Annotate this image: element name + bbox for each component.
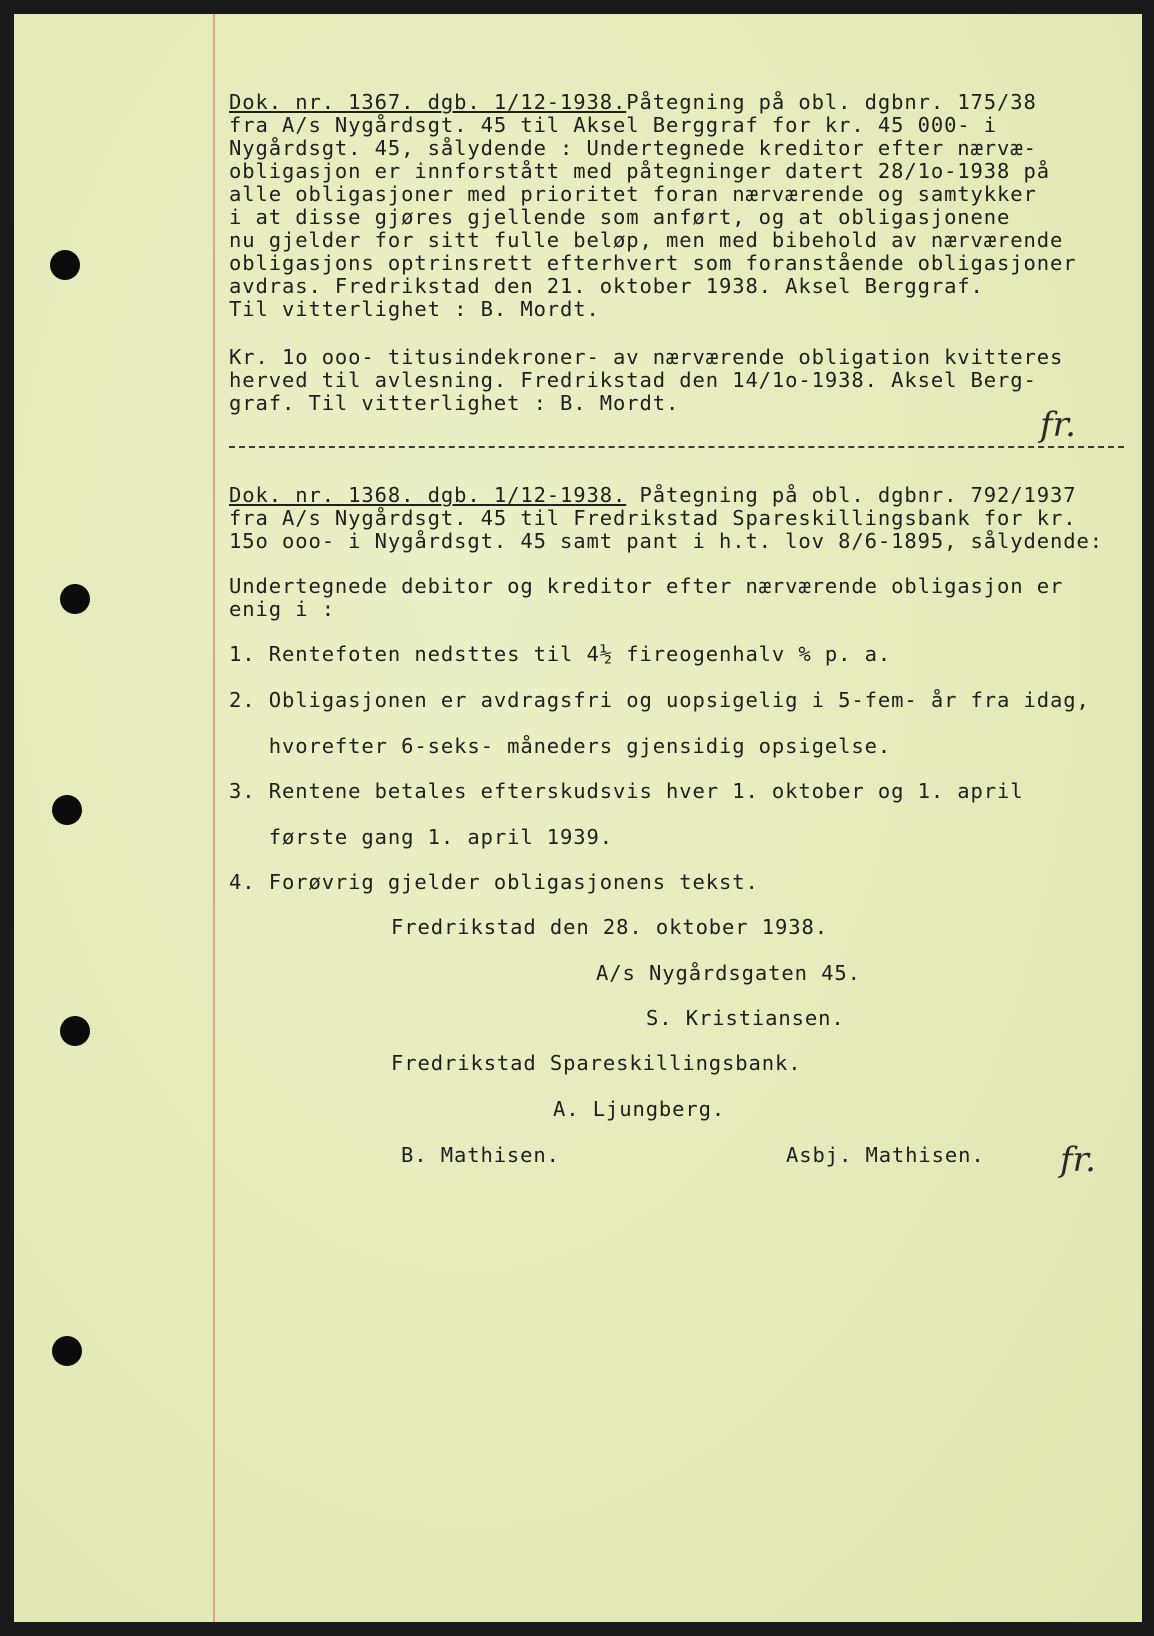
punch-hole <box>52 795 82 825</box>
entry2-initials: fr. <box>1060 1140 1096 1180</box>
entry2-intro-line: enig i : <box>229 597 335 621</box>
entry2-item: 1. Rentefoten nedsttes til 4½ fireogenhalv % p. a. <box>229 642 892 666</box>
entry1-line: Nygårdsgt. 45, sålydende : Undertegnede kreditor efter nærvæ- <box>229 136 1037 160</box>
entry1-initials: fr. <box>1040 405 1076 445</box>
entry2-witness1: B. Mathisen. <box>401 1143 560 1167</box>
punch-hole <box>60 1016 90 1046</box>
punch-hole <box>60 584 90 614</box>
entry2-item: hvorefter 6-seks- måneders gjensidig opsigelse. <box>229 734 892 758</box>
entry2-item: 4. Forøvrig gjelder obligasjonens tekst. <box>229 870 759 894</box>
entry2-signatory2: Fredrikstad Spareskillingsbank. <box>391 1051 802 1075</box>
punch-hole <box>52 1336 82 1366</box>
entry1-para2-line: herved til avlesning. Fredrikstad den 14/1o-1938. Aksel Berg- <box>229 368 1037 392</box>
entry1-line: fra A/s Nygårdsgt. 45 til Aksel Berggraf for kr. 45 000- i <box>229 113 998 137</box>
entry2-signatory2-name: A. Ljungberg. <box>553 1097 726 1121</box>
entry1-line: Til vitterlighet : B. Mordt. <box>229 297 600 321</box>
entry1-line: i at disse gjøres gjellende som anført, og at obligasjonene <box>229 205 1011 229</box>
entry2-item: 3. Rentene betales efterskudsvis hver 1. oktober og 1. april <box>229 779 1024 803</box>
entry2-signatory1-name: S. Kristiansen. <box>646 1006 845 1030</box>
punch-hole <box>50 250 80 280</box>
entry2-line: 15o ooo- i Nygårdsgt. 45 samt pant i h.t. lov 8/6-1895, sålydende: <box>229 529 1103 553</box>
separator-line <box>229 446 1124 448</box>
entry1-line: nu gjelder for sitt fulle beløp, men med bibehold av nærværende <box>229 228 1064 252</box>
entry2-intro-line: Undertegnede debitor og kreditor efter nærværende obligasjon er <box>229 574 1064 598</box>
entry2-item: 2. Obligasjonen er avdragsfri og uopsigelig i 5-fem- år fra idag, <box>229 688 1090 712</box>
entry2-signatory1: A/s Nygårdsgaten 45. <box>596 961 861 985</box>
entry1-line: alle obligasjoner med prioritet foran nærværende og samtykker <box>229 182 1037 206</box>
entry2-witness2: Asbj. Mathisen. <box>786 1143 985 1167</box>
entry1-line: obligasjon er innforstått med påtegninger datert 28/1o-1938 på <box>229 159 1051 183</box>
entry1-line: avdras. Fredrikstad den 21. oktober 1938. Aksel Berggraf. <box>229 274 984 298</box>
entry1-line: obligasjons optrinsrett efterhvert som foranstående obligasjoner <box>229 251 1077 275</box>
entry1-header: Dok. nr. 1367. dgb. 1/12-1938.Påtegning på obl. dgbnr. 175/38 <box>229 90 1037 114</box>
entry2-line: fra A/s Nygårdsgt. 45 til Fredrikstad Spareskillingsbank for kr. <box>229 506 1077 530</box>
entry2-header: Dok. nr. 1368. dgb. 1/12-1938. Påtegning på obl. dgbnr. 792/1937 <box>229 483 1077 507</box>
entry1-para2-line: Kr. 1o ooo- titusindekroner- av nærværende obligation kvitteres <box>229 345 1064 369</box>
entry2-item: første gang 1. april 1939. <box>229 825 614 849</box>
entry1-para2-line: graf. Til vitterlighet : B. Mordt. <box>229 391 680 415</box>
margin-line <box>213 14 215 1622</box>
entry2-place-date: Fredrikstad den 28. oktober 1938. <box>391 915 828 939</box>
